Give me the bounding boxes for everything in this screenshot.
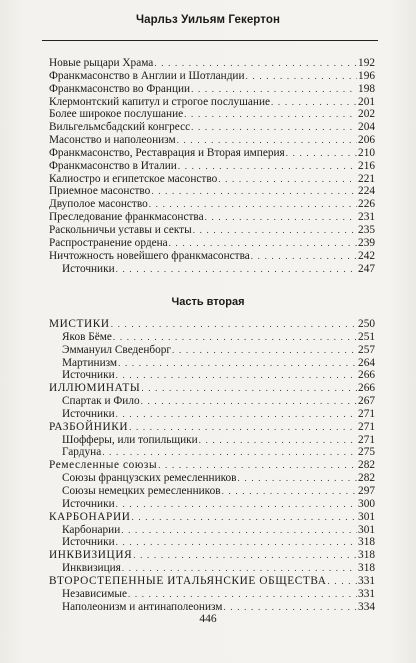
toc-entry [49, 318, 375, 331]
toc-entry-page: 264 [358, 356, 375, 369]
toc-entry-title: Новые рыцари Храма [49, 57, 154, 69]
toc-entry-page: 267 [358, 395, 375, 408]
toc-entry-page: 192 [358, 57, 375, 69]
toc-entry-page: 297 [358, 484, 375, 497]
toc-entry-title: Гардуна [62, 446, 102, 459]
toc-entry-page: 247 [358, 262, 375, 275]
toc-entry [49, 485, 375, 498]
dot-leader [218, 173, 357, 186]
dot-leader [111, 318, 357, 331]
dot-leader [116, 369, 357, 382]
toc-entry-title: Карбонарии [62, 523, 121, 536]
toc-entry-page: 282 [358, 459, 375, 472]
toc-entry-title: Источники [62, 536, 115, 549]
toc-entry [49, 575, 375, 588]
toc-entry-page: 196 [358, 69, 375, 82]
toc-entry [49, 173, 375, 186]
dot-leader [271, 96, 357, 109]
dot-leader [149, 198, 357, 211]
toc-entry [49, 446, 375, 459]
toc-entry [49, 224, 375, 237]
toc-entry-title: Более широкое послушание [49, 108, 184, 121]
part-title: Часть вторая [171, 296, 245, 308]
toc-entry-title: ВТОРОСТЕПЕННЫЕ ИТАЛЬЯНСКИЕ ОБЩЕСТВА [49, 574, 327, 587]
toc-section-part-one [49, 57, 375, 275]
toc-entry-page: 216 [358, 159, 375, 172]
toc-entry [49, 357, 375, 370]
dot-leader [129, 421, 357, 434]
dot-leader [118, 357, 357, 370]
toc-entry [49, 237, 375, 250]
dot-leader [116, 536, 357, 549]
toc-entry-page: 206 [358, 134, 375, 147]
toc-entry-title: Инквизиция [62, 562, 121, 575]
toc-entry-title: Яков Бёме [62, 330, 112, 343]
toc-entry-page: 201 [358, 95, 375, 108]
toc-entry [49, 108, 375, 121]
toc-entry-title: Мартинизм [62, 356, 118, 369]
toc-entry-title: Наполеонизм и антинаполеонизм [62, 600, 223, 613]
toc-entry-page: 226 [358, 198, 375, 211]
toc-entry-title: ИЛЛЮМИНАТЫ [49, 382, 141, 395]
toc-entry-page: 271 [358, 433, 375, 446]
toc-entry [49, 408, 375, 421]
toc-entry-title: Спартак и Фило [62, 395, 140, 408]
toc-entry [49, 263, 375, 276]
toc-entry-page: 266 [358, 382, 375, 395]
toc-entry [49, 211, 375, 224]
toc-entry-title: Союзы французских ремесленников [62, 472, 237, 485]
toc-entry-title: Независимые [62, 587, 127, 600]
toc-entry-page: 318 [358, 549, 375, 562]
dot-leader [121, 524, 357, 537]
toc-entry-title: РАЗБОЙНИКИ [49, 420, 129, 433]
dot-leader [151, 185, 357, 198]
toc-entry [49, 70, 375, 83]
toc-entry-page: 318 [358, 562, 375, 575]
toc-entry [49, 250, 375, 263]
toc-entry-page: 198 [358, 82, 375, 95]
toc-entry-page: 266 [358, 369, 375, 382]
dot-leader [172, 344, 357, 357]
toc-entry-title: Клермонтский капитул и строгое послушание [49, 95, 271, 108]
dot-leader [177, 134, 357, 147]
toc-entry-title: Франкмасонство во Франции [49, 82, 191, 95]
toc-entry-page: 318 [358, 536, 375, 549]
toc-entry-title: Источники [62, 497, 115, 510]
toc-entry-title: Франкмасонство в Италии [49, 159, 177, 172]
toc-entry [49, 369, 375, 382]
dot-leader [251, 250, 357, 263]
toc-entry [49, 198, 375, 211]
toc-entry-title: Распространение ордена [49, 236, 168, 249]
toc-entry-page: 275 [358, 446, 375, 459]
toc-entry-title: Ничтожность новейшего франкмасонства [49, 249, 250, 262]
dot-leader [141, 382, 357, 395]
dot-leader [154, 57, 357, 70]
toc-entry-title: Масонство и наполеонизм [49, 134, 176, 147]
toc-entry [49, 601, 375, 614]
toc-section-part-two [49, 318, 375, 613]
toc-entry-title: МИСТИКИ [49, 318, 110, 330]
dot-leader [191, 83, 357, 96]
dot-leader [131, 511, 357, 524]
toc-entry-title: Преследование франкмасонства [49, 211, 204, 224]
dot-leader [128, 588, 357, 601]
toc-entry-page: 300 [358, 497, 375, 510]
toc-entry [49, 147, 375, 160]
dot-leader [246, 70, 358, 83]
toc-entry [49, 562, 375, 575]
toc-entry-page: 271 [358, 420, 375, 433]
dot-leader [113, 331, 357, 344]
toc-entry-page: 334 [358, 600, 375, 613]
dot-leader [169, 237, 357, 250]
toc-entry [49, 96, 375, 109]
running-header: Чарльз Уильям Гекертон [135, 14, 281, 26]
dot-leader [328, 575, 358, 588]
dot-leader [178, 160, 357, 173]
dot-leader [116, 263, 357, 276]
toc-entry-page: 257 [358, 343, 375, 356]
toc-entry-title: Приемное масонство [49, 185, 151, 198]
toc-entry-page: 271 [358, 407, 375, 420]
toc-entry-title: Ремесленные союзы [49, 459, 158, 472]
toc-entry-page: 204 [358, 121, 375, 134]
dot-leader [222, 485, 357, 498]
dot-leader [102, 446, 357, 459]
page-number: 446 [199, 613, 217, 625]
dot-leader [223, 601, 357, 614]
toc-entry-page: 331 [358, 587, 375, 600]
dot-leader [193, 224, 357, 237]
dot-leader [116, 498, 357, 511]
toc-entry [49, 185, 375, 198]
toc-entry [49, 134, 375, 147]
dot-leader [133, 549, 357, 562]
toc-entry-page: 282 [358, 472, 375, 485]
toc-entry-page: 210 [358, 146, 375, 159]
toc-entry [49, 121, 375, 134]
toc-entry [49, 511, 375, 524]
toc-entry-page: 250 [358, 318, 375, 330]
header-rule [42, 40, 378, 41]
toc-entry-page: 235 [358, 223, 375, 236]
toc-entry [49, 83, 375, 96]
toc-entry-title: ИНКВИЗИЦИЯ [49, 549, 133, 562]
toc-entry-title: Франкмасонство в Англии и Шотландии [49, 69, 245, 82]
toc-entry-title: Калиостро и египетское масонство [49, 172, 218, 185]
toc-entry-title: КАРБОНАРИИ [49, 510, 131, 523]
toc-entry-page: 331 [358, 574, 375, 587]
toc-entry [49, 57, 375, 70]
toc-entry [49, 498, 375, 511]
toc-entry [49, 524, 375, 537]
toc-entry-page: 224 [358, 185, 375, 198]
toc-entry-title: Источники [62, 407, 115, 420]
toc-entry [49, 588, 375, 601]
toc-entry [49, 160, 375, 173]
toc-entry-title: Двуполое масонство [49, 198, 148, 211]
toc-entry [49, 459, 375, 472]
toc-entry-page: 231 [358, 211, 375, 224]
dot-leader [286, 147, 357, 160]
dot-leader [158, 459, 357, 472]
toc-entry [49, 536, 375, 549]
dot-leader [122, 562, 357, 575]
toc-entry [49, 472, 375, 485]
toc-entry-title: Раскольничьи уставы и секты [49, 223, 192, 236]
dot-leader [141, 395, 357, 408]
toc-entry-title: Эммануил Сведенборг [62, 343, 172, 356]
dot-leader [205, 211, 357, 224]
toc-entry-page: 202 [358, 108, 375, 121]
toc-entry-page: 301 [358, 510, 375, 523]
toc-entry [49, 549, 375, 562]
toc-entry [49, 344, 375, 357]
toc-entry-title: Вильгельмсбадский конгресс [49, 121, 191, 134]
dot-leader [191, 121, 357, 134]
toc-entry-page: 251 [358, 330, 375, 343]
toc-entry [49, 434, 375, 447]
toc-entry-title: Союзы немецких ремесленников [62, 484, 221, 497]
toc-entry-page: 221 [358, 172, 375, 185]
toc-entry-page: 239 [358, 236, 375, 249]
toc-entry-title: Франкмасонство, Реставрация и Вторая империя [49, 146, 285, 159]
dot-leader [238, 472, 358, 485]
toc-entry-page: 242 [358, 249, 375, 262]
toc-entry-title: Источники [62, 369, 115, 382]
toc-entry-page: 301 [358, 523, 375, 536]
toc-entry [49, 382, 375, 395]
toc-entry [49, 331, 375, 344]
dot-leader [184, 108, 357, 121]
dot-leader [199, 434, 357, 447]
dot-leader [116, 408, 357, 421]
toc-entry [49, 395, 375, 408]
toc-entry [49, 421, 375, 434]
toc-entry-title: Источники [62, 262, 115, 275]
toc-entry-title: Шофферы, или топильщики [62, 433, 198, 446]
